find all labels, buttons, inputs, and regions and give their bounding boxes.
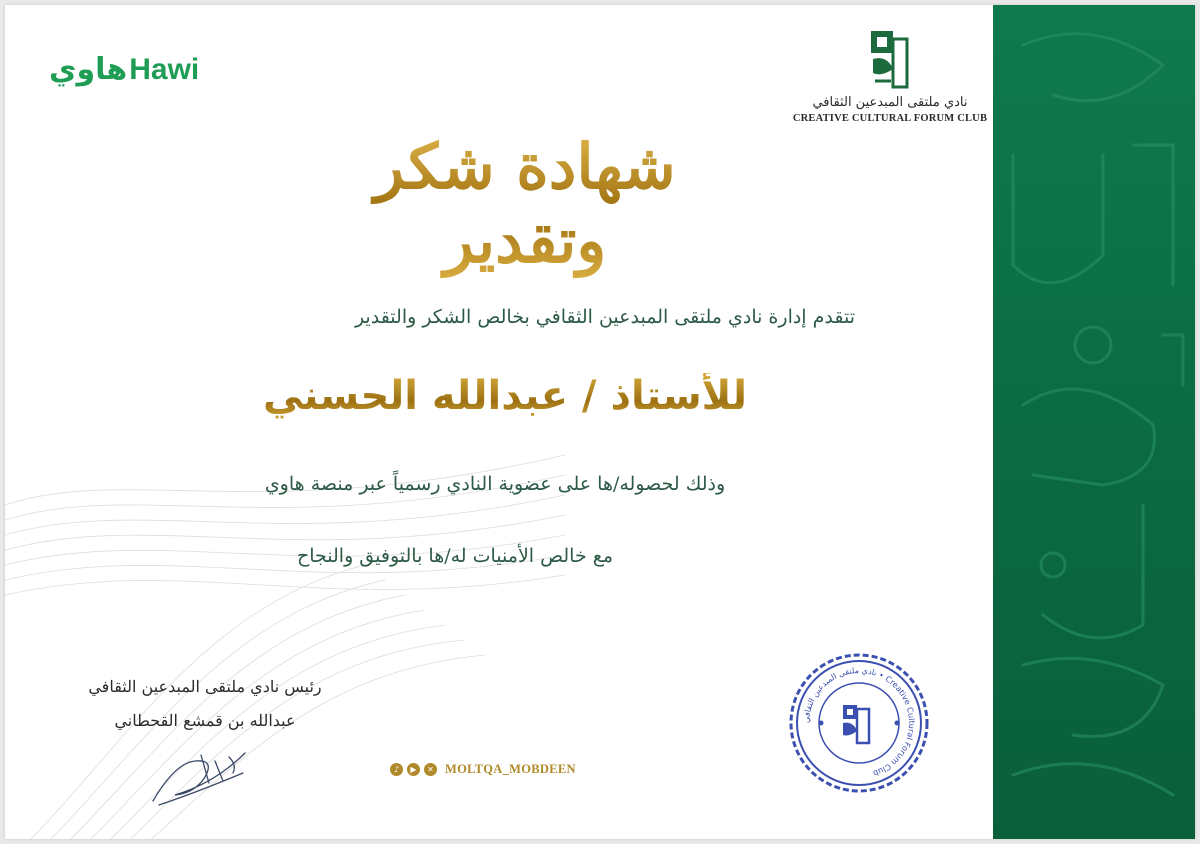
reason-text: وذلك لحصوله/ها على عضوية النادي رسمياً عبر منصة هاوي (264, 473, 726, 495)
certificate (5, 5, 1195, 839)
green-side-band (993, 5, 1195, 839)
club-name-arabic: نادي ملتقى المبدعين الثقافي (812, 95, 968, 110)
tiktok-icon: ♪ (390, 763, 403, 776)
certificate-title: شهادة شكر وتقدير (305, 130, 745, 279)
club-emblem-icon (867, 29, 913, 91)
x-icon: ✕ (424, 763, 437, 776)
social-bar (390, 762, 576, 777)
club-logo (790, 29, 990, 124)
signatory-title: رئيس نادي ملتقى المبدعين الثقافي (88, 677, 322, 696)
signatory-name: عبدالله بن قمشع القحطاني (114, 711, 296, 730)
club-seal-stamp (787, 651, 931, 795)
youtube-icon: ▶ (407, 763, 420, 776)
seal-text: نادي ملتقى المبدعين الثقافي • Creative Cultural Forum Club (801, 665, 917, 778)
social-handle: MOLTQA_MOBDEEN (445, 762, 576, 776)
recipient-name: للأستاذ / عبدالله الحسني (205, 373, 805, 419)
wishes-text: مع خالص الأمنيات له/ها بالتوفيق والنجاح (296, 545, 614, 567)
background-line-pattern (5, 445, 565, 839)
hawi-logo-arabic: هاوي (49, 52, 128, 87)
club-name-english: CREATIVE CULTURAL FORUM CLUB (792, 113, 988, 124)
signature-image (145, 743, 255, 809)
calligraphy-pattern (993, 5, 1195, 839)
hawi-logo (49, 52, 200, 87)
intro-text: تتقدم إدارة نادي ملتقى المبدعين الثقافي بخالص الشكر والتقدير (354, 306, 855, 328)
hawi-logo-english: Hawi (129, 53, 200, 86)
